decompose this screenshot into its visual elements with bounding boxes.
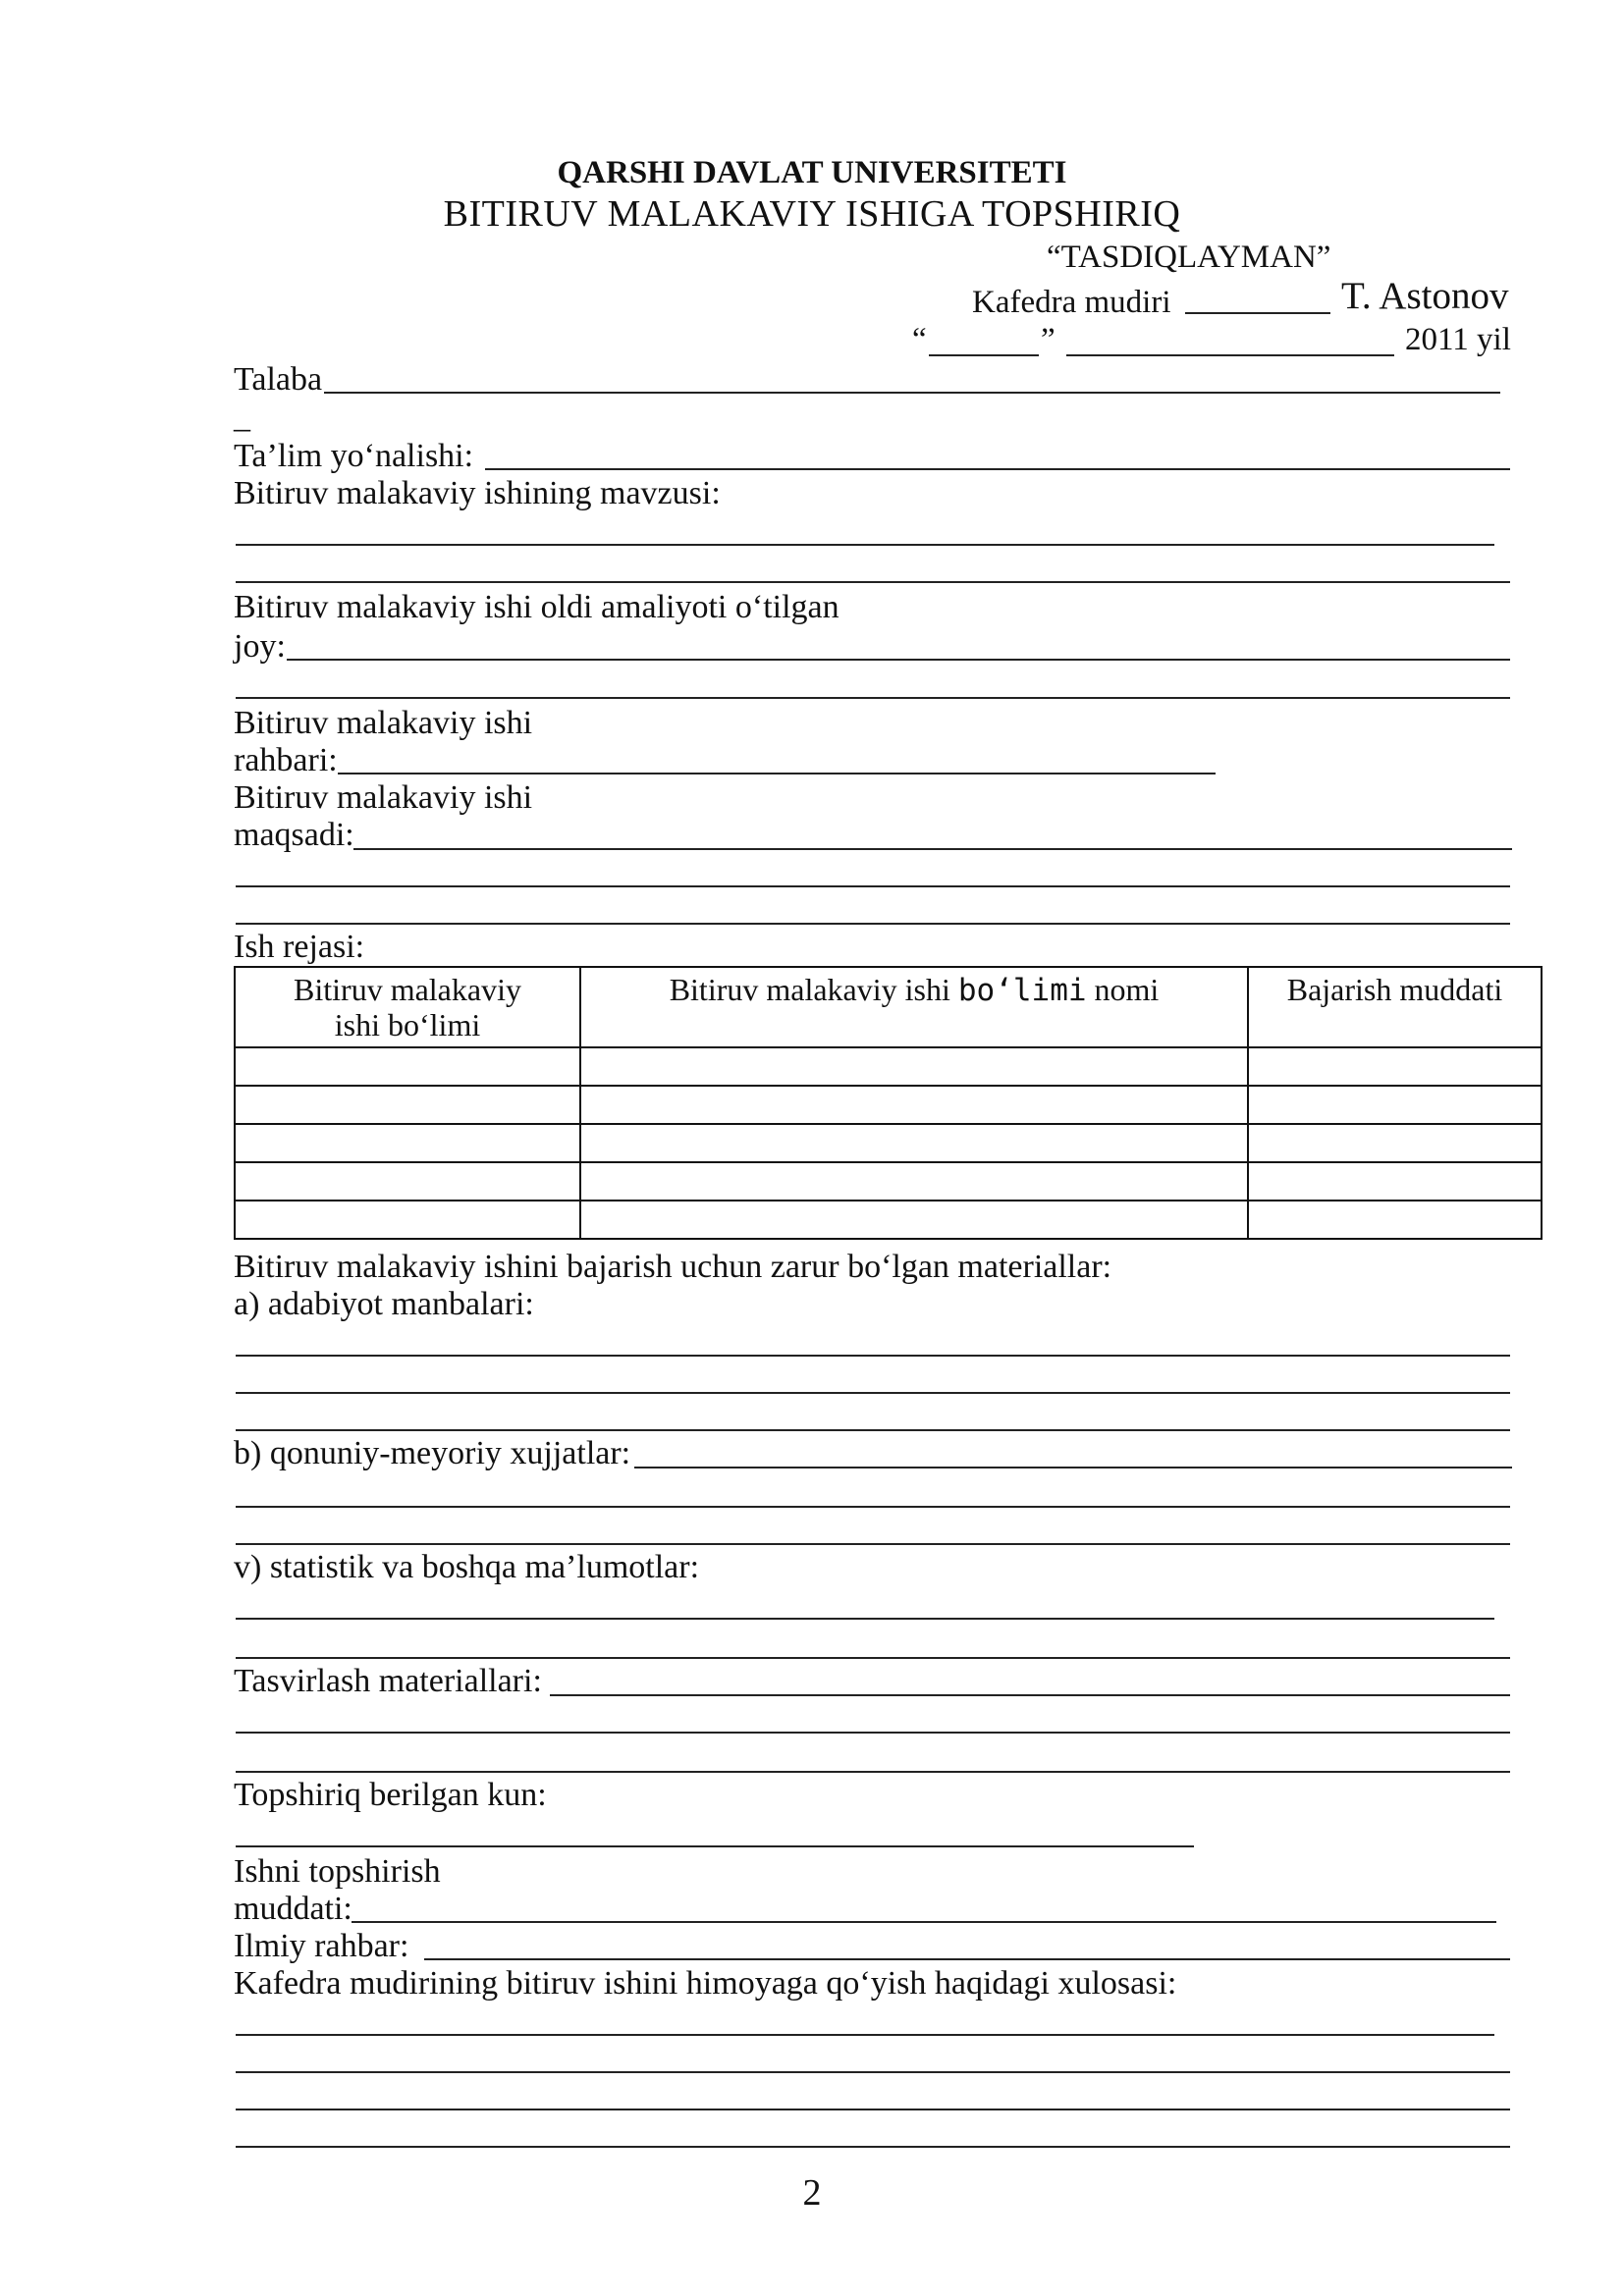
literature-line-2 [236,1392,1510,1394]
document-title: BITIRUV MALAKAVIY ISHIGA TOPSHIRIQ [443,193,1181,235]
column-header-section-name-part-1: Bitiruv malakaviy ishi [669,972,950,1007]
column-header-section-line-1: Bitiruv malakaviy [294,972,521,1007]
submission-deadline-label-2: muddati: [234,1891,352,1927]
table-cell[interactable] [580,1124,1248,1162]
thesis-goal-line-3 [236,923,1510,925]
table-cell[interactable] [580,1162,1248,1201]
head-signature-line [1185,312,1330,314]
table-cell[interactable] [235,1086,580,1124]
statistics-line-2 [236,1657,1510,1659]
illustration-materials-line-3 [236,1771,1510,1773]
table-row [235,1047,1542,1086]
literature-line-1 [236,1355,1510,1357]
thesis-topic-label: Bitiruv malakaviy ishining mavzusi: [234,475,721,511]
assignment-date-line [236,1845,1194,1847]
table-row [235,1124,1542,1162]
head-name: T. Astonov [1341,275,1509,317]
conclusion-line-1 [236,2034,1494,2036]
student-line [324,392,1500,394]
column-header-section-line-2: ishi bo‘limi [334,1007,481,1042]
practice-place-label-2: joy: [234,628,286,665]
supervisor-label-2: rahbari: [234,742,338,778]
thesis-topic-line-1 [236,544,1494,546]
department-conclusion-label: Kafedra mudirining bitiruv ishini himoyaga qo‘yish haqidagi xulosasi: [234,1965,1177,2002]
legal-documents-label: b) qonuniy-meyoriy xujjatlar: [234,1435,631,1471]
supervisor-line [338,773,1216,774]
thesis-goal-label-1: Bitiruv malakaviy ishi [234,779,533,816]
literature-sources-label: a) adabiyot manbalari: [234,1286,534,1322]
column-header-section [235,967,580,1047]
education-direction-line [485,468,1510,470]
practice-place-label-1: Bitiruv malakaviy ishi oldi amaliyoti o‘tilgan [234,589,839,625]
conclusion-line-4 [236,2146,1510,2148]
literature-line-3 [236,1429,1510,1431]
table-cell[interactable] [235,1124,580,1162]
table-cell[interactable] [1248,1086,1542,1124]
legal-documents-line-2 [236,1506,1510,1508]
approval-word: “TASDIQLAYMAN” [1047,240,1331,275]
date-month-line [1066,354,1394,356]
university-name: QARSHI DAVLAT UNIVERSITETI [557,155,1067,190]
column-header-deadline: Bajarish muddati [1248,967,1542,1047]
table-cell[interactable] [235,1201,580,1239]
practice-place-line-1 [287,659,1510,661]
table-row [235,1162,1542,1201]
table-cell[interactable] [1248,1124,1542,1162]
thesis-goal-label-2: maqsadi: [234,817,354,853]
column-header-section-name-part-2: bo‘limi [957,973,1087,1008]
page-number: 2 [802,2172,822,2214]
assignment-date-label: Topshiriq berilgan kun: [234,1777,547,1813]
scientific-supervisor-line [424,1958,1510,1960]
work-plan-table [234,966,1543,1240]
student-line-continuation: _ [234,399,250,435]
scientific-supervisor-label: Ilmiy rahbar: [234,1928,409,1964]
table-cell[interactable] [235,1162,580,1201]
legal-documents-line-1 [634,1467,1512,1468]
statistics-label: v) statistik va boshqa ma’lumotlar: [234,1549,700,1585]
table-cell[interactable] [1248,1162,1542,1201]
column-header-section-name-part-3: nomi [1094,972,1160,1007]
date-day-line [929,354,1039,356]
table-cell[interactable] [580,1047,1248,1086]
illustration-materials-label: Tasvirlash materiallari: [234,1663,542,1699]
date-open-quote: “ [912,322,927,357]
illustration-materials-line-1 [550,1694,1510,1696]
thesis-goal-line-2 [236,885,1510,887]
head-of-department-label: Kafedra mudiri [972,285,1171,320]
table-cell[interactable] [580,1086,1248,1124]
date-year: 2011 yil [1405,322,1511,357]
conclusion-line-3 [236,2109,1510,2110]
materials-intro: Bitiruv malakaviy ishini bajarish uchun zarur bo‘lgan materiallar: [234,1249,1112,1285]
conclusion-line-2 [236,2071,1510,2073]
statistics-line-1 [236,1618,1494,1620]
student-label: Talaba [234,361,323,398]
thesis-topic-line-2 [236,581,1510,583]
column-header-section-name [580,967,1248,1047]
illustration-materials-line-2 [236,1732,1510,1734]
thesis-goal-line-1 [353,848,1512,850]
table-cell[interactable] [235,1047,580,1086]
work-plan-label: Ish rejasi: [234,929,365,965]
practice-place-line-2 [236,697,1510,699]
submission-deadline-label-1: Ishni topshirish [234,1853,441,1890]
table-cell[interactable] [1248,1201,1542,1239]
table-row [235,1086,1542,1124]
submission-deadline-line [352,1921,1496,1923]
table-cell[interactable] [1248,1047,1542,1086]
table-row [235,1201,1542,1239]
supervisor-label-1: Bitiruv malakaviy ishi [234,705,533,741]
education-direction-label: Ta’lim yo‘nalishi: [234,438,474,474]
work-plan-header-row [235,967,1542,1047]
date-close-quote: ” [1041,322,1056,357]
table-cell[interactable] [580,1201,1248,1239]
legal-documents-line-3 [236,1543,1510,1545]
